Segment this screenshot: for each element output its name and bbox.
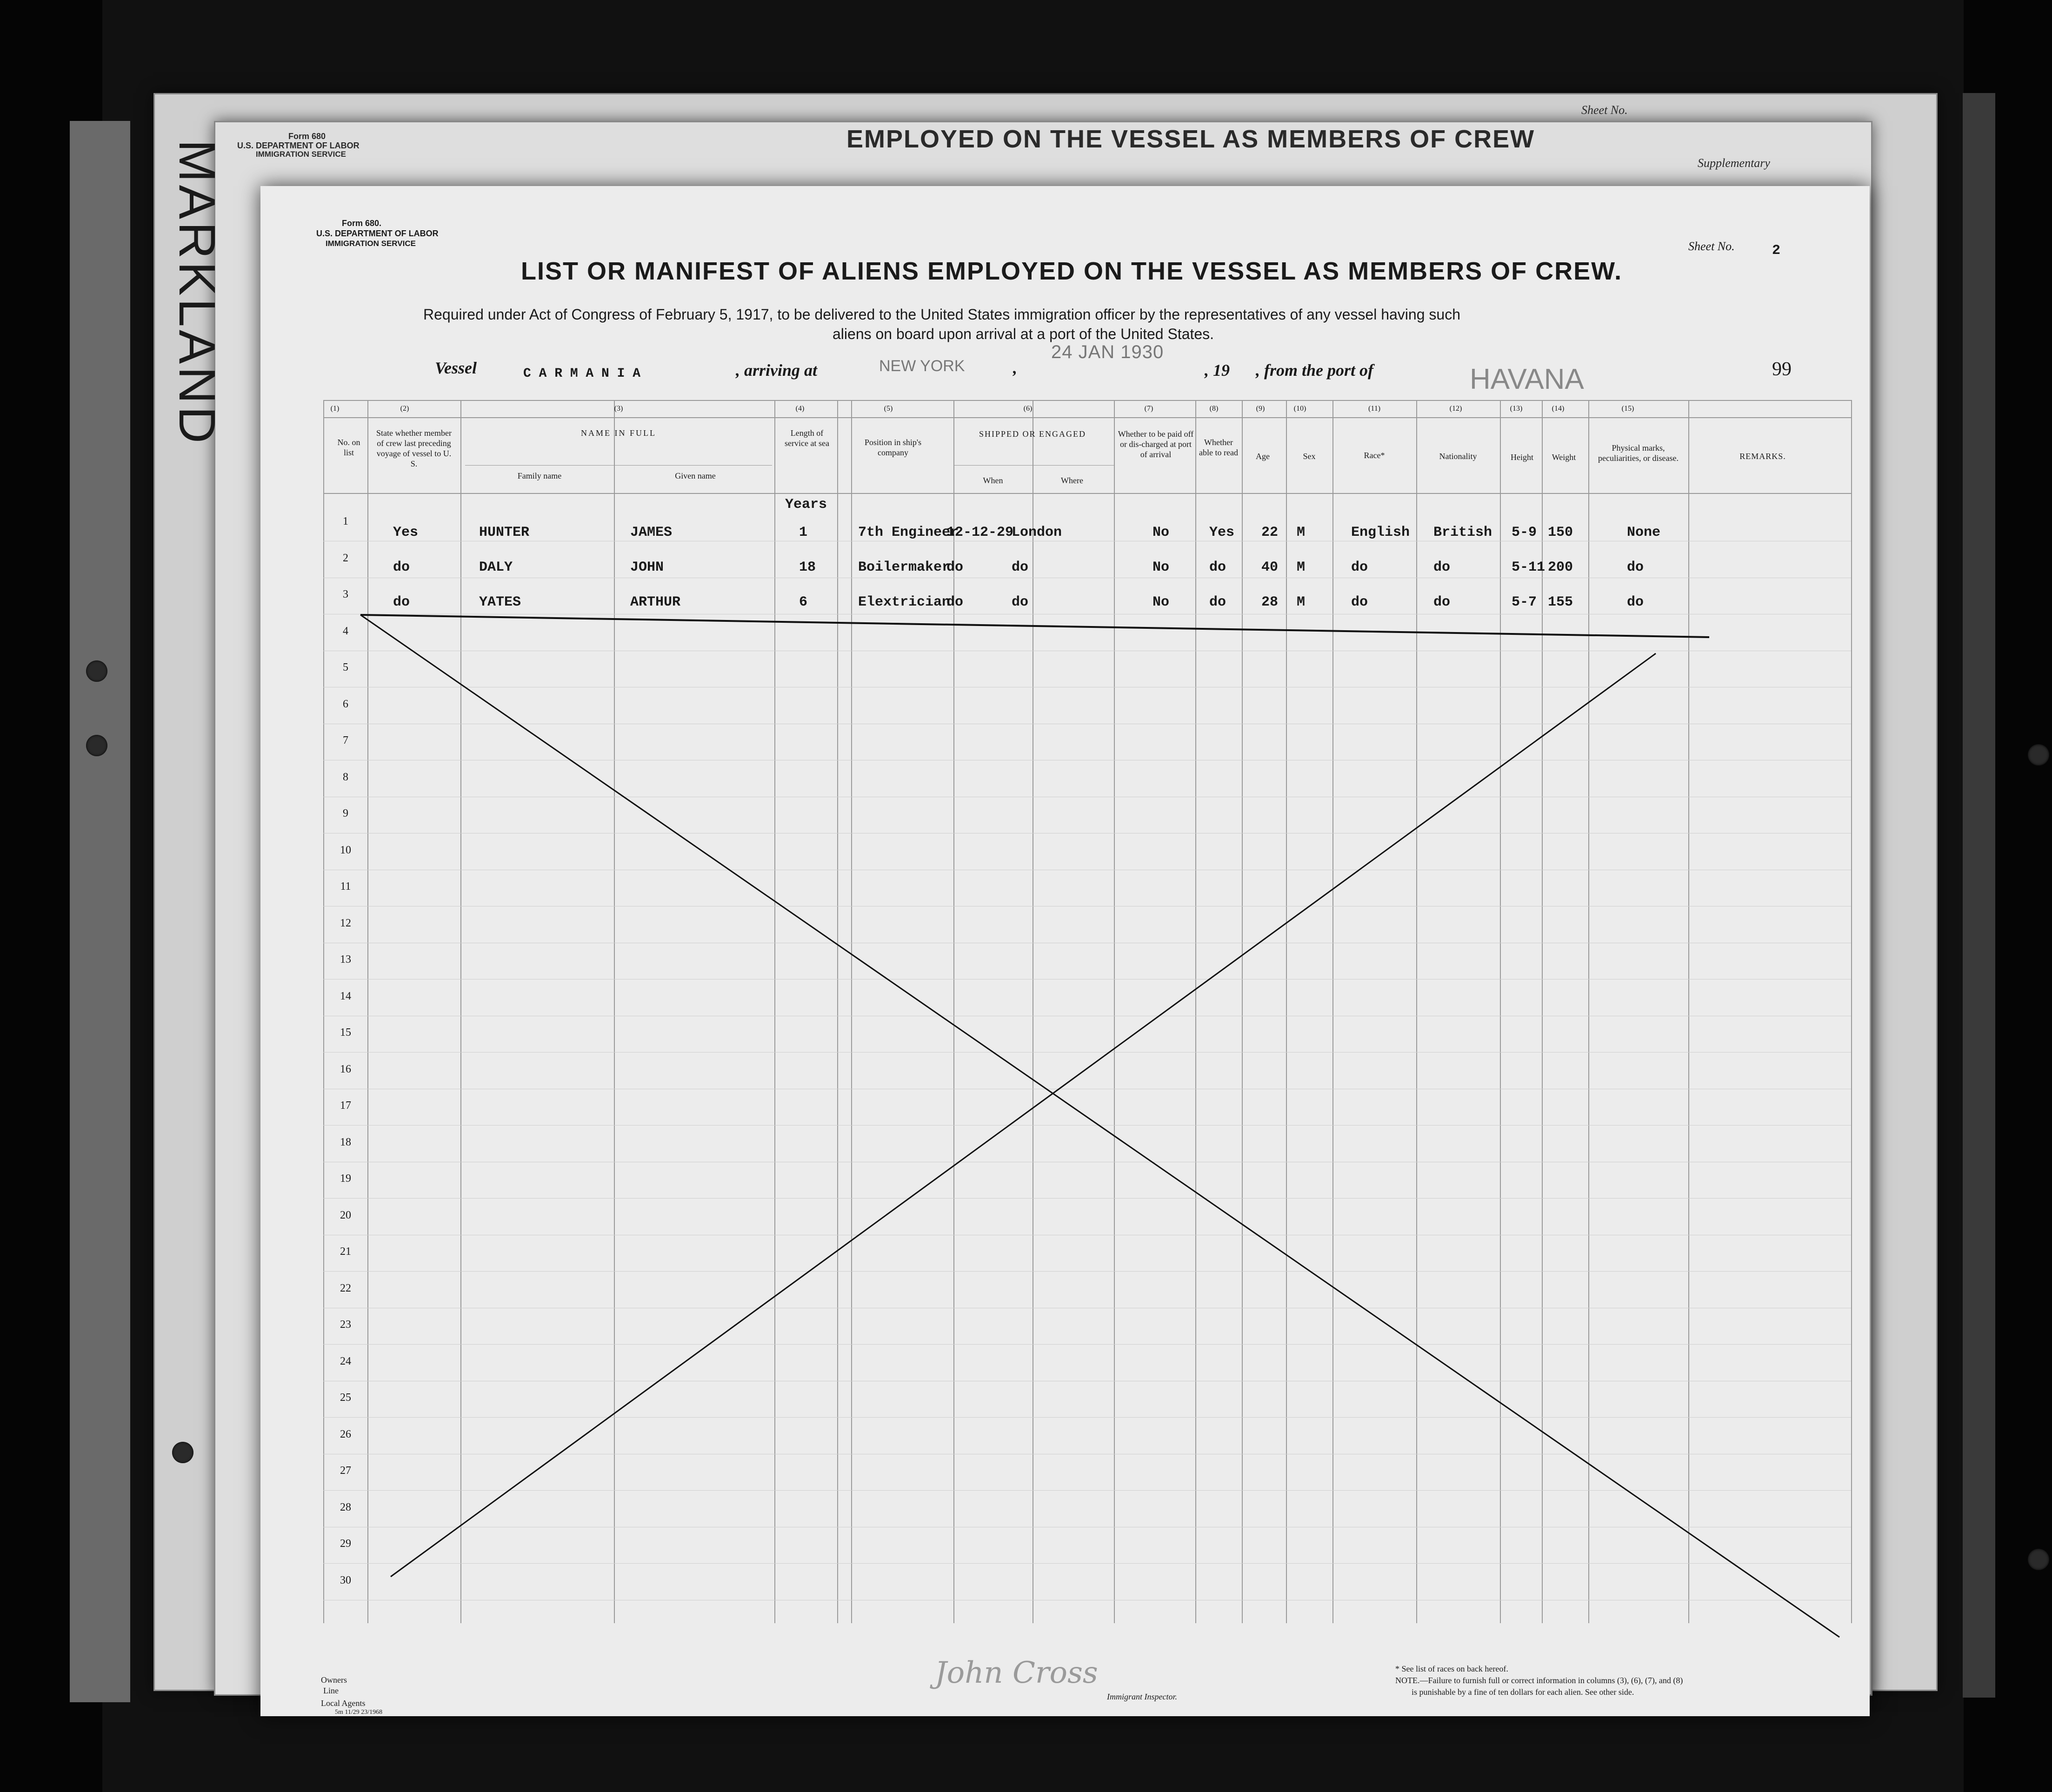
under-service: IMMIGRATION SERVICE xyxy=(256,150,346,159)
header-weight: Weight xyxy=(1552,453,1576,462)
row-number: 6 xyxy=(343,698,348,710)
column-number: (1) xyxy=(330,405,340,413)
column-number: (7) xyxy=(1144,405,1153,413)
row-number: 14 xyxy=(340,990,351,1002)
owners-label-outer: Owners xyxy=(321,1675,347,1685)
header-race: Race* xyxy=(1364,451,1385,460)
vessel-label: Vessel xyxy=(435,359,477,377)
from-port-stamp: HAVANA xyxy=(1470,363,1584,395)
row-number: 1 xyxy=(343,515,348,527)
row-number: 16 xyxy=(340,1063,351,1075)
row-number: 20 xyxy=(340,1209,351,1221)
paid-off-cell: No xyxy=(1153,525,1170,540)
row-number: 5 xyxy=(343,661,348,673)
row-number: 7 xyxy=(343,734,348,746)
row-number: 12 xyxy=(340,917,351,929)
header-remarks: REMARKS. xyxy=(1739,452,1786,461)
row-number: 2 xyxy=(343,552,348,564)
years-label: Years xyxy=(785,497,827,513)
row-number: 11 xyxy=(340,880,351,893)
race-cell: English xyxy=(1351,525,1410,540)
punch-hole xyxy=(2028,744,2049,766)
state-cell: do xyxy=(393,594,410,610)
row-number: 28 xyxy=(340,1501,351,1513)
header-given-name: Given name xyxy=(675,471,716,480)
position-cell: Elextrician xyxy=(858,594,951,610)
where-cell: do xyxy=(1012,560,1029,575)
height-cell: 5-11 xyxy=(1512,560,1546,575)
state-cell: Yes xyxy=(393,525,419,540)
row-number: 19 xyxy=(340,1172,351,1185)
state-cell: do xyxy=(393,560,410,575)
cancellation-marks xyxy=(260,186,1870,1716)
column-number: (5) xyxy=(884,405,893,413)
department-label: U.S. DEPARTMENT OF LABOR xyxy=(316,229,439,238)
print-code: 5m 11/29 23/1968 xyxy=(335,1709,383,1716)
when-cell: do xyxy=(946,594,964,610)
where-cell: London xyxy=(1012,525,1062,540)
sex-cell: M xyxy=(1297,525,1306,540)
service-cell: 1 xyxy=(799,525,808,540)
manifest-subtitle-1: Required under Act of Congress of February 5, 1917, to be delivered to the United States immigration officer by the representatives of any vessel having such xyxy=(423,306,1460,323)
inspector-signature: John Cross xyxy=(935,1656,1098,1690)
header-nationality: Nationality xyxy=(1439,452,1477,461)
manifest-subtitle-2: aliens on board upon arrival at a port of the United States. xyxy=(833,326,1214,342)
where-cell: do xyxy=(1012,594,1029,610)
paid-off-cell: No xyxy=(1153,560,1170,575)
under-sheet-label: Sheet No. xyxy=(1581,103,1628,117)
row-number: 30 xyxy=(340,1574,351,1586)
column-number: (8) xyxy=(1209,405,1219,413)
agents-label-outer: Local Agents xyxy=(321,1699,366,1708)
header-where: Where xyxy=(1061,476,1083,485)
age-cell: 40 xyxy=(1261,560,1279,575)
row-number: 29 xyxy=(340,1538,351,1550)
column-number: (14) xyxy=(1552,405,1565,413)
column-number: (15) xyxy=(1621,405,1634,413)
read-cell: Yes xyxy=(1209,525,1235,540)
row-number: 22 xyxy=(340,1282,351,1294)
given-name-cell: JOHN xyxy=(630,560,664,575)
column-number: (2) xyxy=(400,405,409,413)
age-cell: 28 xyxy=(1261,594,1279,610)
row-number: 8 xyxy=(343,771,348,783)
under-department: U.S. DEPARTMENT OF LABOR xyxy=(237,141,360,150)
column-number: (10) xyxy=(1293,405,1306,413)
header-paid-off: Whether to be paid off or dis-charged at port of arrival xyxy=(1118,429,1194,459)
header-when: When xyxy=(983,476,1003,485)
height-cell: 5-9 xyxy=(1512,525,1537,540)
nationality-cell: British xyxy=(1433,525,1492,540)
under-form-no: Form 680 xyxy=(288,132,326,141)
when-cell: do xyxy=(946,560,964,575)
sex-cell: M xyxy=(1297,560,1306,575)
binder-strip xyxy=(70,121,130,1702)
race-cell: do xyxy=(1351,594,1368,610)
row-number: 3 xyxy=(343,588,348,600)
weight-cell: 155 xyxy=(1548,594,1573,610)
header-shipped-engaged: SHIPPED OR ENGAGED xyxy=(979,429,1086,439)
row-number: 15 xyxy=(340,1026,351,1039)
punch-hole xyxy=(172,1442,193,1463)
binder-strip-right xyxy=(1963,93,1995,1698)
margin-handwriting: MARKLAND xyxy=(168,140,226,446)
column-number: (11) xyxy=(1368,405,1381,413)
row-number: 23 xyxy=(340,1319,351,1331)
vessel-name: C A R M A N I A xyxy=(523,366,641,381)
header-age: Age xyxy=(1256,452,1270,461)
arriving-port-stamp: NEW YORK xyxy=(879,357,965,375)
family-name-cell: HUNTER xyxy=(479,525,530,540)
punch-hole xyxy=(86,660,107,682)
sheet-no-label: Sheet No. xyxy=(1688,240,1735,253)
footer-line-label: Line xyxy=(323,1686,339,1695)
height-cell: 5-7 xyxy=(1512,594,1537,610)
family-name-cell: YATES xyxy=(479,594,521,610)
from-port-label: , from the port of xyxy=(1256,361,1374,380)
given-name-cell: JAMES xyxy=(630,525,673,540)
punch-hole xyxy=(86,735,107,756)
age-cell: 22 xyxy=(1261,525,1279,540)
cross-out-line-2 xyxy=(391,653,1656,1577)
header-physical: Physical marks, peculiarities, or disease. xyxy=(1598,443,1679,463)
row-number: 9 xyxy=(343,807,348,819)
end-of-list-line xyxy=(360,615,1709,637)
row-number: 21 xyxy=(340,1246,351,1258)
row-number: 17 xyxy=(340,1099,351,1112)
page-number: 99 xyxy=(1772,359,1792,380)
header-height: Height xyxy=(1511,453,1533,462)
position-cell: Boilermaker xyxy=(858,560,951,575)
manifest-sheet xyxy=(260,186,1870,1716)
sheet-no-value: 2 xyxy=(1772,243,1781,259)
read-cell: do xyxy=(1209,560,1226,575)
header-state-whether: State whether member of crew last preceding voyage of vessel to U. S. xyxy=(376,428,452,468)
header-sex: Sex xyxy=(1303,452,1316,461)
cross-out-line-1 xyxy=(360,615,1839,1637)
paid-off-cell: No xyxy=(1153,594,1170,610)
race-cell: do xyxy=(1351,560,1368,575)
nationality-cell: do xyxy=(1433,560,1451,575)
header-no-on-list: No. on list xyxy=(337,438,360,457)
given-name-cell: ARTHUR xyxy=(630,594,681,610)
sex-cell: M xyxy=(1297,594,1306,610)
header-position: Position in ship's company xyxy=(864,438,922,457)
row-number: 4 xyxy=(343,625,348,637)
service-label: IMMIGRATION SERVICE xyxy=(326,239,416,248)
under-supplement: Supplementary xyxy=(1698,156,1770,170)
column-number: (12) xyxy=(1449,405,1462,413)
year-label: , 19 xyxy=(1205,361,1230,380)
column-number: (4) xyxy=(795,405,805,413)
punch-hole xyxy=(2028,1549,2049,1570)
row-number: 25 xyxy=(340,1392,351,1404)
header-length-service: Length of service at sea xyxy=(785,428,829,448)
footnote-fine-1: NOTE.—Failure to furnish full or correct information in columns (3), (6), (7), and (8) xyxy=(1395,1676,1683,1685)
position-cell: 7th Engineer xyxy=(858,525,959,540)
header-able-read: Whether able to read xyxy=(1199,438,1238,457)
row-number: 18 xyxy=(340,1136,351,1148)
service-cell: 18 xyxy=(799,560,816,575)
footnote-fine-2: is punishable by a fine of ten dollars for each alien. See other side. xyxy=(1412,1687,1634,1697)
form-number: Form 680. xyxy=(342,219,382,228)
physical-cell: do xyxy=(1627,560,1644,575)
comma-separator: , xyxy=(1013,359,1017,377)
weight-cell: 200 xyxy=(1548,560,1573,575)
physical-cell: do xyxy=(1627,594,1644,610)
row-number: 27 xyxy=(340,1465,351,1477)
column-number: (13) xyxy=(1510,405,1523,413)
service-cell: 6 xyxy=(799,594,808,610)
date-stamp: 24 JAN 1930 xyxy=(1051,342,1164,362)
arriving-label: , arriving at xyxy=(736,361,818,380)
weight-cell: 150 xyxy=(1548,525,1573,540)
column-number: (9) xyxy=(1256,405,1265,413)
under-title-fragment: EMPLOYED ON THE VESSEL AS MEMBERS OF CREW xyxy=(846,125,1535,153)
row-number: 10 xyxy=(340,844,351,856)
physical-cell: None xyxy=(1627,525,1661,540)
row-number: 24 xyxy=(340,1355,351,1367)
column-number: (3) xyxy=(614,405,623,413)
footnote-races: * See list of races on back hereof. xyxy=(1395,1664,1508,1673)
header-name-in-full: NAME IN FULL xyxy=(581,428,656,438)
family-name-cell: DALY xyxy=(479,560,513,575)
row-number: 26 xyxy=(340,1428,351,1440)
nationality-cell: do xyxy=(1433,594,1451,610)
inspector-label: Immigrant Inspector. xyxy=(1107,1692,1177,1701)
column-number: (6) xyxy=(1023,405,1033,413)
when-cell: 12-12-29 xyxy=(946,525,1014,540)
row-number: 13 xyxy=(340,953,351,966)
read-cell: do xyxy=(1209,594,1226,610)
manifest-title: LIST OR MANIFEST OF ALIENS EMPLOYED ON THE VESSEL AS MEMBERS OF CREW. xyxy=(521,257,1623,285)
header-family-name: Family name xyxy=(517,471,562,480)
